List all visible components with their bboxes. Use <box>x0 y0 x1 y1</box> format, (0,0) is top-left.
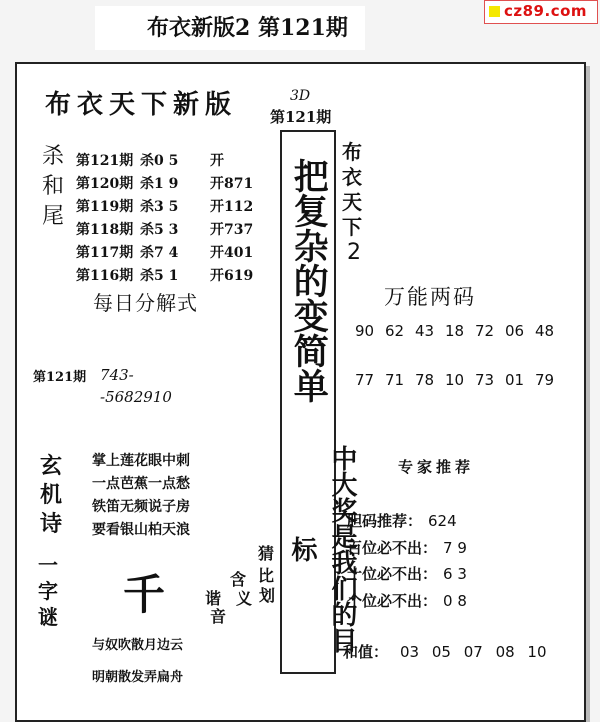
poem-title-char: 机 <box>40 482 63 508</box>
code-value: 72 <box>475 322 495 340</box>
brand-vertical <box>342 140 368 240</box>
units-value: 0 8 <box>443 592 467 610</box>
history-open: 开619 <box>210 268 254 284</box>
code-value: 71 <box>385 371 405 389</box>
hint-char: 谐 <box>205 589 222 608</box>
slogan-column <box>280 130 357 674</box>
brand-char: 布 <box>342 140 362 164</box>
history-open: 开112 <box>210 199 254 215</box>
site-name: cz89.com <box>504 2 588 20</box>
history-kill: 杀5 1 <box>140 268 179 284</box>
hint-char: 比 <box>258 566 275 585</box>
poem-line: 要看银山柏天浪 <box>92 522 190 538</box>
history-issue: 第118期 <box>76 222 134 238</box>
poem-title-char: 玄 <box>40 453 63 479</box>
code-value: 77 <box>355 371 375 389</box>
history-issue: 第117期 <box>76 245 134 261</box>
dan-value: 624 <box>428 512 457 530</box>
code-value: 01 <box>505 371 525 389</box>
daily-issue: 第121期 <box>33 370 87 385</box>
tens-row <box>347 563 467 584</box>
history-open: 开401 <box>210 245 254 261</box>
history-open: 开737 <box>210 222 254 238</box>
daily-line-1: 743- <box>100 366 134 384</box>
tag-3d: 3D <box>290 88 311 104</box>
two-codes-title: 万能两码 <box>384 285 476 309</box>
brand-char: 衣 <box>342 165 362 189</box>
history-issue: 第121期 <box>76 153 134 169</box>
riddle-label <box>38 552 64 630</box>
riddle-char: 字 <box>38 579 58 603</box>
codes-row-2 <box>355 371 565 389</box>
tens-label: 十位必不出： <box>347 565 438 583</box>
hint-char: 义 <box>236 589 253 608</box>
poem-lines <box>92 450 190 542</box>
hundreds-row <box>347 537 467 558</box>
sum-row <box>343 641 547 662</box>
code-value: 62 <box>385 322 405 340</box>
code-value: 06 <box>505 322 525 340</box>
site-badge[interactable] <box>484 0 598 24</box>
code-value: 90 <box>355 322 375 340</box>
riddle-char: 一 <box>38 553 58 577</box>
hundreds-value: 7 9 <box>443 539 467 557</box>
poem-title-char: 诗 <box>40 511 63 537</box>
history-row <box>76 242 276 265</box>
history-table <box>76 150 276 288</box>
history-open: 开871 <box>210 176 254 192</box>
sum-label: 和值： <box>343 643 389 661</box>
dan-row <box>347 510 457 531</box>
hint-char: 划 <box>259 586 276 605</box>
history-row <box>76 150 276 173</box>
poem-line: 铁笛无频说子房 <box>92 499 190 515</box>
code-value: 43 <box>415 322 435 340</box>
code-value: 48 <box>535 322 555 340</box>
history-kill: 杀0 5 <box>140 153 179 169</box>
hint-char: 猜 <box>258 544 275 563</box>
daily-line-2: -5682910 <box>100 388 172 406</box>
panel-title: 布衣天下新版 <box>45 90 238 120</box>
brand-number: 2 <box>347 240 361 265</box>
expert-title: 专家推荐 <box>398 458 475 476</box>
hint-char: 含 <box>230 570 247 589</box>
riddle-big-char: 千 <box>123 570 166 619</box>
history-kill: 杀5 3 <box>140 222 179 238</box>
code-value: 18 <box>445 322 465 340</box>
history-row <box>76 196 276 219</box>
poem-line: 一点芭蕉一点愁 <box>92 476 190 492</box>
poem-title <box>40 452 66 539</box>
dan-label: 胆码推荐： <box>347 512 423 530</box>
history-kill: 杀1 9 <box>140 176 179 192</box>
square-icon <box>489 6 500 17</box>
tens-value: 6 3 <box>443 565 467 583</box>
history-row <box>76 219 276 242</box>
history-row <box>76 265 276 288</box>
sum-value: 03 05 07 08 10 <box>400 643 547 661</box>
history-issue: 第120期 <box>76 176 134 192</box>
history-issue: 第119期 <box>76 199 134 215</box>
history-kill: 杀3 5 <box>140 199 179 215</box>
poem-bottom-line-1: 与奴吹散月边云 <box>92 638 184 653</box>
kill-label <box>42 142 66 232</box>
page-header-title: 布衣新版2 第121期 <box>95 6 365 50</box>
poem-line: 掌上莲花眼中刺 <box>92 453 190 469</box>
slogan-line: 把复杂的变简单 <box>288 158 330 403</box>
units-label: 个位必不出： <box>347 592 438 610</box>
code-value: 73 <box>475 371 495 389</box>
codes-row-1 <box>355 322 565 340</box>
brand-char: 下 <box>342 215 362 239</box>
brand-char: 天 <box>342 190 362 214</box>
code-value: 79 <box>535 371 555 389</box>
history-open: 开 <box>210 153 224 169</box>
code-value: 10 <box>445 371 465 389</box>
hundreds-label: 百位必不出： <box>347 539 438 557</box>
history-issue: 第116期 <box>76 268 134 284</box>
panel-issue: 第121期 <box>270 108 332 126</box>
riddle-char: 谜 <box>38 605 58 629</box>
slogan-line: 中大奖是我们的目标 <box>287 445 357 653</box>
kill-label-char: 杀 <box>42 144 65 169</box>
hint-char: 音 <box>210 607 227 626</box>
code-value: 78 <box>415 371 435 389</box>
history-row <box>76 173 276 196</box>
poem-bottom-line-2: 明朝散发弄扁舟 <box>92 670 184 685</box>
history-kill: 杀7 4 <box>140 245 179 261</box>
kill-label-char: 和 <box>42 174 65 199</box>
units-row <box>347 590 467 611</box>
daily-title: 每日分解式 <box>93 291 198 315</box>
kill-label-char: 尾 <box>42 204 65 229</box>
